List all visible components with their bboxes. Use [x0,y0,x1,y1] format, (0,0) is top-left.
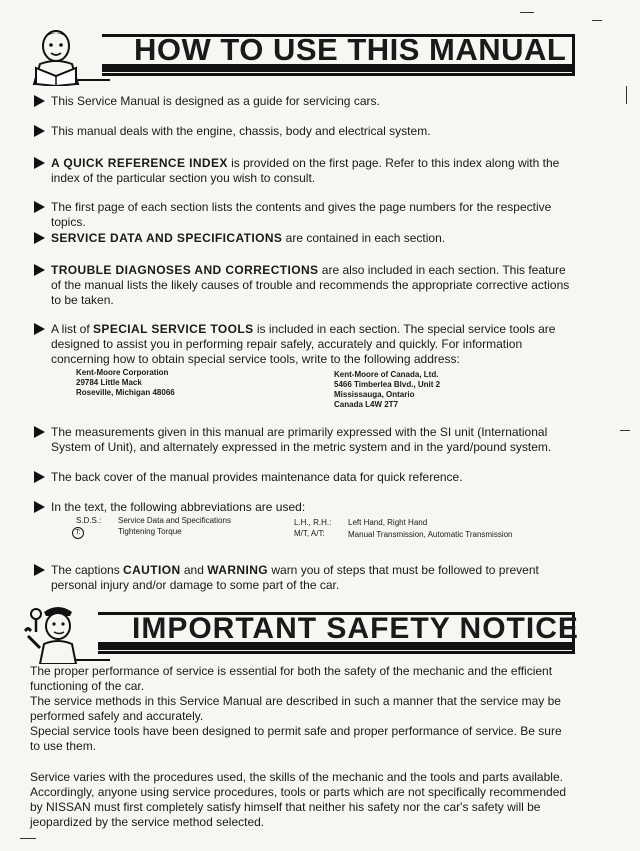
safety-paragraph [30,724,570,754]
item-pre: A list of [51,322,94,336]
item-text: are also included in each section. This feature of the manual lists the likely causes of trouble and recommends the appropriate corrective actions to be taken. [51,263,570,307]
address-line: Kent-Moore Corporation [76,368,169,377]
list-item [34,94,574,109]
abbr-meaning: Tightening Torque [118,527,182,536]
triangle-bullet-icon [34,232,45,244]
address-line: 5466 Timberlea Blvd., Unit 2 [334,380,441,389]
item-text: The measurements given in this manual are primarily expressed with the SI unit (International System of Unit), and alternately expressed in the metric system and in the yard/pound system. [51,425,552,454]
item-lead: WARNING [207,563,269,577]
address-line: Kent-Moore of Canada, Ltd. [334,370,439,379]
triangle-bullet-icon [34,564,45,576]
list-item [34,156,574,186]
list-item [34,124,574,139]
safety-text: The service methods in this Service Manual are described in such a manner that the service may be performed safely and accurately. [30,694,561,723]
abbr-meaning: Manual Transmission, Automatic Transmission [348,530,513,539]
scan-mark [20,838,36,839]
address-canada [334,370,440,410]
triangle-bullet-icon [34,264,45,276]
address-line: Canada L4W 2T7 [334,400,399,409]
how-to-use-banner [14,24,574,86]
triangle-bullet-icon [34,95,45,107]
safety-title: IMPORTANT SAFETY NOTICE [132,612,579,645]
safety-text: Special service tools have been designed to permit safe and proper performance of service. Be sure to use them. [30,724,562,753]
list-item [34,425,574,455]
list-item [34,263,574,308]
scan-mark [626,86,627,104]
item-text: The first page of each section lists the contents and gives the page numbers for the respective topics. [51,200,552,229]
list-item [34,500,574,515]
item-text: warn you of steps that must be followed to prevent personal injury and/or damage to some part of the car. [51,563,539,592]
list-item [34,563,574,593]
triangle-bullet-icon [34,157,45,169]
list-item [34,470,574,485]
scan-mark [520,12,534,13]
item-text: is provided on the first page. Refer to this index along with the index of the particular section you wish to consult. [51,156,560,185]
item-lead: CAUTION [123,563,181,577]
address-line: Mississauga, Ontario [334,390,415,399]
triangle-bullet-icon [34,501,45,513]
list-item [34,200,574,230]
item-text: In the text, the following abbreviations are used: [51,500,306,514]
triangle-bullet-icon [34,323,45,335]
safety-paragraph [30,770,570,830]
item-mid: and [180,563,208,577]
triangle-bullet-icon [34,125,45,137]
man-reading-book-icon [14,24,110,86]
safety-text: The proper performance of service is essential for both the safety of the mechanic and the efficient functioning of the car. [30,664,553,693]
address-line: Roseville, Michigan 48066 [76,388,175,397]
abbr-term: M/T, A/T: [294,529,325,538]
torque-symbol-icon [72,527,84,539]
abbr-term: L.H., R.H.: [294,518,332,527]
triangle-bullet-icon [34,471,45,483]
item-lead: TROUBLE DIAGNOSES AND CORRECTIONS [51,263,319,277]
item-text: are contained in each section. [282,231,446,245]
safety-paragraph [30,664,570,694]
triangle-bullet-icon [34,426,45,438]
safety-text: Service varies with the procedures used, the skills of the mechanic and the tools and parts available. Accordingly, anyone using service procedures, tools or parts which are not specifically recommended by NISSAN must first completely satisfy himself that neither his safety nor the car's safety will be jeopardized by the service method selected. [30,770,567,829]
item-lead: A QUICK REFERENCE INDEX [51,156,228,170]
safety-banner [14,602,579,664]
triangle-bullet-icon [34,201,45,213]
item-text: This manual deals with the engine, chassis, body and electrical system. [51,124,431,138]
item-text: is included in each section. The special service tools are designed to assist you in performing repair safely, accurately and quickly. For information concerning how to obtain special service tools, write to the following address: [51,322,556,366]
scan-mark [620,430,630,431]
mechanic-with-wrench-icon [14,602,110,664]
list-item [34,231,574,246]
abbr-term: T: [72,527,84,539]
abbr-term: S.D.S.: [76,516,102,525]
abbr-meaning: Left Hand, Right Hand [348,518,428,527]
item-pre: The captions [51,563,124,577]
abbr-meaning: Service Data and Specifications [118,516,231,525]
item-text: This Service Manual is designed as a guide for servicing cars. [51,94,380,108]
item-text: The back cover of the manual provides maintenance data for quick reference. [51,470,463,484]
address-line: 29784 Little Mack [76,378,142,387]
item-lead: SERVICE DATA AND SPECIFICATIONS [51,231,283,245]
item-lead: SPECIAL SERVICE TOOLS [93,322,254,336]
address-us [76,368,175,398]
page-title: HOW TO USE THIS MANUAL [134,32,567,67]
scan-mark [592,20,602,21]
safety-paragraph [30,694,570,724]
list-item [34,322,574,367]
